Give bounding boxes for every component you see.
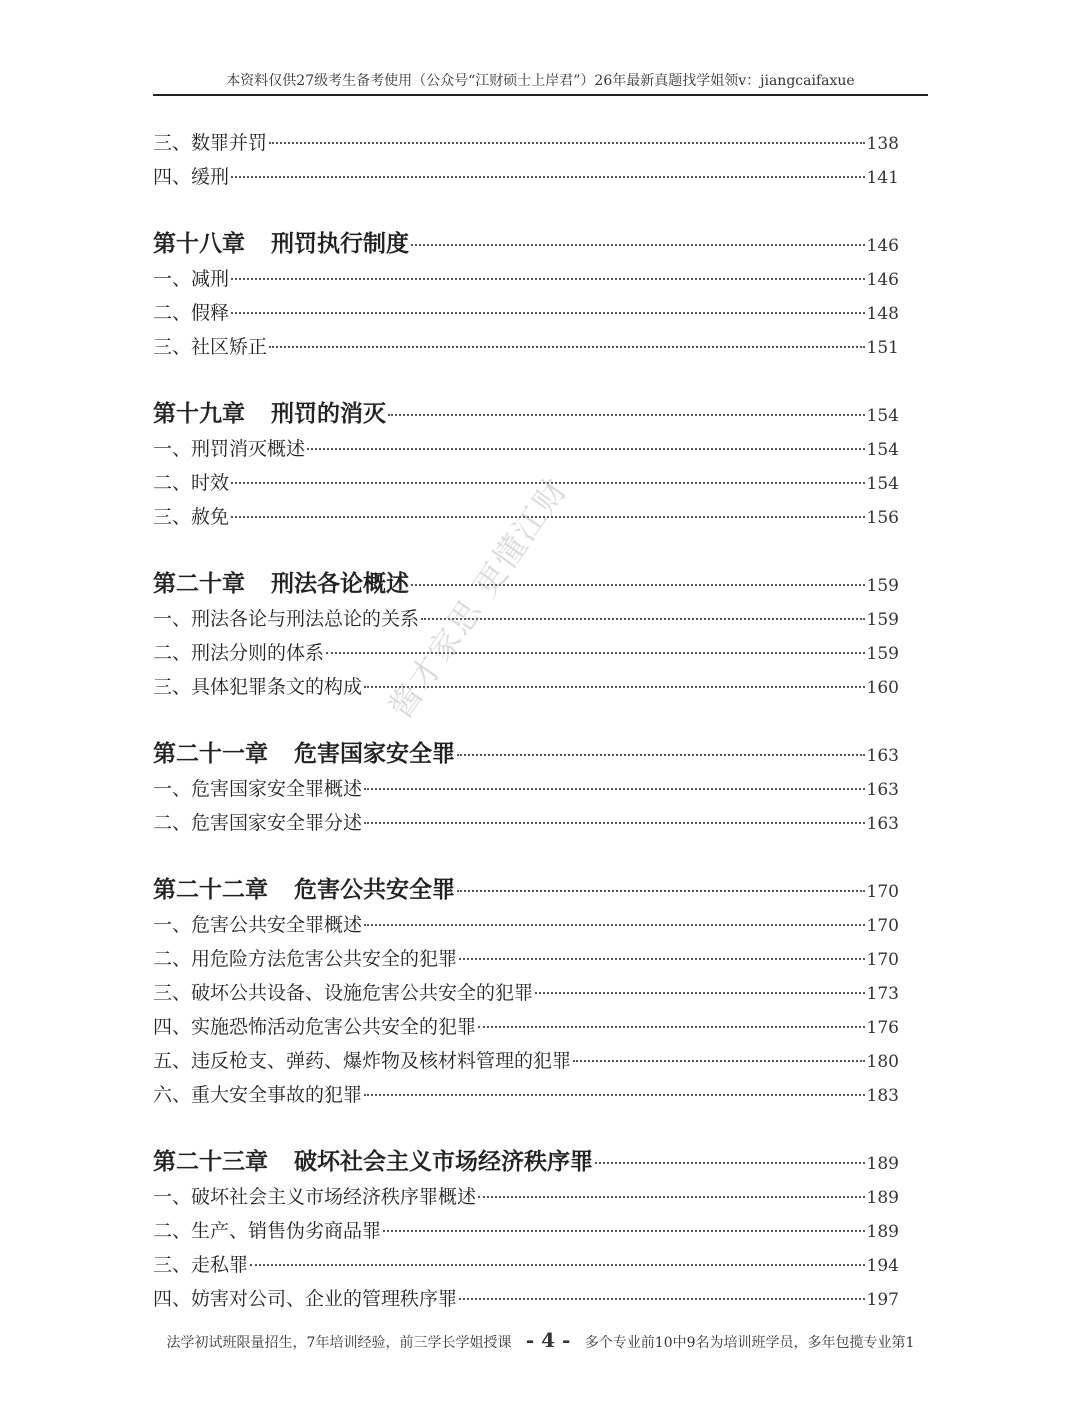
- section-title: 一、危害国家安全罪概述: [153, 778, 363, 800]
- chapter-number: 第二十二章: [153, 876, 268, 903]
- toc-section-entry[interactable]: [153, 1010, 899, 1044]
- toc-section-entry[interactable]: [153, 976, 899, 1010]
- toc-section-entry[interactable]: [153, 1078, 899, 1112]
- page-reference: 146: [866, 236, 899, 256]
- chapter-title: [153, 1144, 593, 1180]
- section-title: 一、减刑: [153, 268, 230, 290]
- section-title: 三、社区矫正: [153, 336, 268, 358]
- section-title: 四、实施恐怖活动危害公共安全的犯罪: [153, 1016, 477, 1038]
- page-reference: 154: [866, 474, 899, 494]
- page-reference: 189: [866, 1222, 899, 1242]
- section-title: 一、破坏社会主义市场经济秩序罪概述: [153, 1186, 477, 1208]
- page-reference: 176: [866, 1018, 899, 1038]
- dot-leader: [364, 1094, 865, 1096]
- dot-leader: [269, 142, 865, 144]
- toc-section-entry[interactable]: [153, 806, 899, 840]
- dot-leader: [388, 414, 865, 416]
- section-title: 四、妨害对公司、企业的管理秩序罪: [153, 1288, 458, 1310]
- page-reference: 151: [866, 338, 899, 358]
- toc-section-entry[interactable]: [153, 908, 899, 942]
- page-reference: 148: [866, 304, 899, 324]
- dot-leader: [231, 312, 865, 314]
- toc-section-entry[interactable]: [153, 602, 899, 636]
- section-title: 二、假释: [153, 302, 230, 324]
- page-reference: 189: [866, 1188, 899, 1208]
- dot-leader: [459, 958, 865, 960]
- chapter-spacer: [153, 840, 899, 872]
- page-reference: 183: [866, 1086, 899, 1106]
- toc-chapter-entry[interactable]: [153, 396, 899, 432]
- table-of-contents: [153, 126, 899, 1316]
- section-title: 三、赦免: [153, 506, 230, 528]
- section-title: 一、刑法各论与刑法总论的关系: [153, 608, 420, 630]
- chapter-spacer: [153, 194, 899, 226]
- toc-section-entry[interactable]: [153, 296, 899, 330]
- page-reference: 159: [866, 576, 899, 596]
- page-reference: 141: [866, 168, 899, 188]
- chapter-title: [153, 736, 455, 772]
- section-title: 三、数罪并罚: [153, 132, 268, 154]
- page-reference: 146: [866, 270, 899, 290]
- chapter-spacer: [153, 364, 899, 396]
- toc-chapter-entry[interactable]: [153, 872, 899, 908]
- page-reference: 159: [866, 610, 899, 630]
- chapter-name: 破坏社会主义市场经济秩序罪: [294, 1148, 593, 1175]
- chapter-title: [153, 396, 386, 432]
- section-title: 四、缓刑: [153, 166, 230, 188]
- page-number: - 4 -: [525, 1328, 571, 1352]
- toc-section-entry[interactable]: [153, 126, 899, 160]
- page-reference: 159: [866, 644, 899, 664]
- page-reference: 163: [866, 814, 899, 834]
- header-rule: [153, 94, 928, 96]
- chapter-number: 第十九章: [153, 400, 245, 427]
- section-title: 二、危害国家安全罪分述: [153, 812, 363, 834]
- chapter-name: 刑罚的消灭: [271, 400, 386, 427]
- section-title: 三、具体犯罪条文的构成: [153, 676, 363, 698]
- footer-left-text: 法学初试班限量招生，7年培训经验，前三学长学姐授课: [166, 1335, 512, 1351]
- toc-chapter-entry[interactable]: [153, 226, 899, 262]
- dot-leader: [573, 1060, 865, 1062]
- section-title: 六、重大安全事故的犯罪: [153, 1084, 363, 1106]
- section-title: 二、用危险方法危害公共安全的犯罪: [153, 948, 458, 970]
- chapter-title: [153, 566, 409, 602]
- page-reference: 156: [866, 508, 899, 528]
- page-reference: 194: [866, 1256, 899, 1276]
- dot-leader: [595, 1162, 865, 1164]
- page-reference: 189: [866, 1154, 899, 1174]
- toc-section-entry[interactable]: [153, 160, 899, 194]
- chapter-name: 刑罚执行制度: [271, 230, 409, 257]
- toc-section-entry[interactable]: [153, 670, 899, 704]
- page-reference: 170: [866, 882, 899, 902]
- toc-chapter-entry[interactable]: [153, 736, 899, 772]
- toc-section-entry[interactable]: [153, 942, 899, 976]
- chapter-number: 第二十三章: [153, 1148, 268, 1175]
- section-title: 二、生产、销售伪劣商品罪: [153, 1220, 382, 1242]
- chapter-name: 刑法各论概述: [271, 570, 409, 597]
- dot-leader: [457, 754, 865, 756]
- dot-leader: [535, 992, 865, 994]
- page-reference: 154: [866, 406, 899, 426]
- dot-leader: [411, 244, 865, 246]
- page-reference: 173: [866, 984, 899, 1004]
- toc-section-entry[interactable]: [153, 636, 899, 670]
- dot-leader: [307, 448, 865, 450]
- page-reference: 160: [866, 678, 899, 698]
- section-title: 一、刑罚消灭概述: [153, 438, 306, 460]
- dot-leader: [364, 822, 865, 824]
- section-title: 五、违反枪支、弹药、爆炸物及核材料管理的犯罪: [153, 1050, 572, 1072]
- chapter-title: [153, 872, 455, 908]
- dot-leader: [364, 788, 865, 790]
- dot-leader: [250, 1264, 865, 1266]
- chapter-number: 第二十一章: [153, 740, 268, 767]
- toc-chapter-entry[interactable]: [153, 566, 899, 602]
- toc-section-entry[interactable]: [153, 1044, 899, 1078]
- chapter-name: 危害公共安全罪: [294, 876, 455, 903]
- dot-leader: [478, 1026, 865, 1028]
- toc-section-entry[interactable]: [153, 1248, 899, 1282]
- toc-section-entry[interactable]: [153, 330, 899, 364]
- dot-leader: [383, 1230, 865, 1232]
- page-reference: 170: [866, 950, 899, 970]
- section-title: 二、刑法分则的体系: [153, 642, 325, 664]
- chapter-number: 第二十章: [153, 570, 245, 597]
- watermark: 酱才家思 更懂江财: [381, 470, 576, 726]
- dot-leader: [231, 278, 865, 280]
- dot-leader: [459, 1298, 865, 1300]
- page-reference: 154: [866, 440, 899, 460]
- page-reference: 180: [866, 1052, 899, 1072]
- chapter-title: [153, 226, 409, 262]
- toc-chapter-entry[interactable]: [153, 1144, 899, 1180]
- section-title: 一、危害公共安全罪概述: [153, 914, 363, 936]
- chapter-spacer: [153, 1112, 899, 1144]
- toc-section-entry[interactable]: [153, 1282, 899, 1316]
- toc-section-entry[interactable]: [153, 262, 899, 296]
- dot-leader: [478, 1196, 865, 1198]
- section-title: 三、走私罪: [153, 1254, 249, 1276]
- dot-leader: [364, 924, 865, 926]
- toc-section-entry[interactable]: [153, 772, 899, 806]
- page-reference: 170: [866, 916, 899, 936]
- dot-leader: [231, 176, 865, 178]
- chapter-number: 第十八章: [153, 230, 245, 257]
- dot-leader: [457, 890, 865, 892]
- page-reference: 197: [866, 1290, 899, 1310]
- page-footer: [153, 1328, 928, 1352]
- chapter-name: 危害国家安全罪: [294, 740, 455, 767]
- toc-section-entry[interactable]: [153, 432, 899, 466]
- section-title: 二、时效: [153, 472, 230, 494]
- chapter-spacer: [153, 704, 899, 736]
- toc-section-entry[interactable]: [153, 1180, 899, 1214]
- page-header: 本资料仅供27级考生备考使用（公众号“江财硕士上岸君”）26年最新真题找学姐领v：jiangcaifaxue: [226, 73, 855, 89]
- page-reference: 163: [866, 746, 899, 766]
- toc-section-entry[interactable]: [153, 1214, 899, 1248]
- page-reference: 138: [866, 134, 899, 154]
- section-title: 三、破坏公共设备、设施危害公共安全的犯罪: [153, 982, 534, 1004]
- footer-right-text: 多个专业前10中9名为培训班学员，多年包揽专业第1: [584, 1335, 915, 1351]
- dot-leader: [269, 346, 865, 348]
- page-reference: 163: [866, 780, 899, 800]
